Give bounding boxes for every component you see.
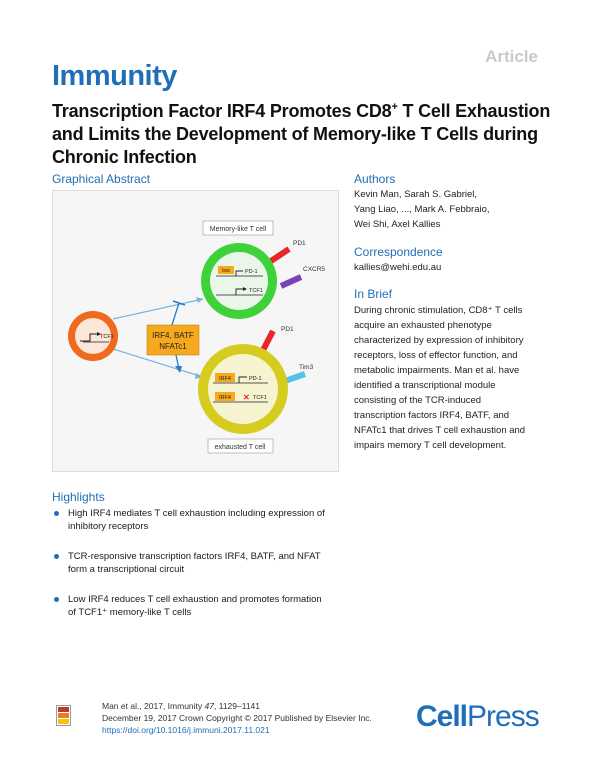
citation-volume: 47 — [204, 701, 214, 711]
highlight-item — [52, 550, 352, 576]
in-brief-line: consisting of the TCR-induced — [354, 395, 482, 406]
memory-low-label: low — [222, 268, 230, 274]
highlight-line: High IRF4 mediates T cell exhaustion including expression of — [68, 508, 325, 519]
cellpress-cell: Cell — [416, 700, 468, 733]
in-brief-line: NFATc1 that drives T cell exhaustion and — [354, 425, 526, 436]
citation-line — [102, 700, 372, 712]
doi-link[interactable]: https://doi.org/10.1016/j.immuni.2017.11.021 — [102, 725, 270, 735]
arrowhead-to-memory — [196, 297, 203, 303]
correspondence-email[interactable]: kallies@wehi.edu.au — [354, 262, 442, 273]
receptor-pd1-exhausted-label: PD1 — [281, 326, 294, 333]
in-brief-line: During chronic stimulation, CD8⁺ T cells — [354, 305, 523, 316]
tf-module-line1: IRF4, BATF — [152, 331, 194, 340]
bullet-icon — [54, 597, 59, 602]
in-brief-heading: In Brief — [354, 287, 393, 301]
correspondence-heading: Correspondence — [354, 245, 443, 259]
elsevier-logo-icon — [56, 705, 71, 726]
tf-module-line2: NFATc1 — [159, 342, 187, 351]
in-brief-line: identified a transcriptional module — [354, 380, 496, 391]
citation-authors: Man et al., 2017, Immunity — [102, 701, 205, 711]
in-brief-line: receptors, loss of effector function, and — [354, 350, 518, 361]
in-brief-line: characterized by expression of inhibitory — [354, 335, 524, 346]
authors-line: Kevin Man, Sarah S. Gabriel, — [354, 189, 478, 200]
in-brief-line: transcription factors IRF4, BATF, and — [354, 410, 510, 421]
repression-cross-icon: ✕ — [243, 393, 250, 402]
exhausted-cell-nucleus — [208, 354, 278, 424]
memory-gene1-label: PD-1 — [245, 269, 258, 275]
exhausted-gene2-label: TCF1 — [253, 395, 267, 401]
copyright-line: December 19, 2017 Crown Copyright © 2017 Published by Elsevier Inc. — [102, 713, 372, 723]
graphical-abstract-figure — [52, 190, 339, 472]
exhausted-tf2-label: IRF4 — [219, 395, 231, 401]
highlight-line: inhibitory receptors — [68, 521, 149, 532]
in-brief-text — [354, 303, 564, 453]
receptor-pd1-memory-label: PD1 — [293, 240, 306, 247]
receptor-cxcr5-label: CXCR5 — [303, 266, 326, 273]
cellpress-press: Press — [467, 700, 539, 733]
exhausted-gene1-label: PD-1 — [249, 376, 262, 382]
logo-band-yellow — [58, 719, 69, 724]
highlight-item — [52, 507, 352, 533]
inhibition-line — [171, 303, 179, 328]
graphical-abstract-diagram — [53, 191, 338, 471]
highlight-item — [52, 593, 352, 619]
receptor-tim3-label: Tim3 — [299, 364, 314, 371]
highlight-line: Low IRF4 reduces T cell exhaustion and promotes formation — [68, 594, 322, 605]
in-brief-line: impairs memory T cell development. — [354, 440, 507, 451]
title-superscript: + — [391, 101, 398, 113]
receptor-cxcr5 — [281, 277, 301, 286]
highlights-list — [52, 507, 352, 636]
cellpress-logo — [416, 700, 539, 734]
authors-line: Yang Liao, ..., Mark A. Febbraio, — [354, 204, 490, 215]
authors-list — [354, 187, 554, 232]
highlight-line: of TCF1⁺ memory-like T cells — [68, 607, 192, 618]
authors-heading: Authors — [354, 172, 396, 186]
title-part-2: T Cell Exhaustion and Limits the Development of Memory-like T Cells during Chronic Infection — [52, 101, 551, 167]
receptor-tim3 — [285, 374, 305, 381]
receptor-pd1-memory — [271, 249, 289, 261]
memory-cell-nucleus — [210, 252, 268, 310]
bullet-icon — [54, 511, 59, 516]
logo-band-orange — [58, 713, 69, 718]
title-part-1: Transcription Factor IRF4 Promotes CD8 — [52, 101, 392, 121]
highlights-heading: Highlights — [52, 490, 105, 504]
memory-gene2-label: TCF1 — [249, 288, 263, 294]
memory-cell-label: Memory-like T cell — [209, 226, 267, 233]
logo-band-red — [58, 707, 69, 712]
exhausted-tf1-label: IRF4 — [219, 376, 231, 382]
graphical-abstract-heading: Graphical Abstract — [52, 172, 151, 186]
article-type-label: Article — [485, 47, 538, 66]
article-title — [52, 96, 552, 169]
promote-arrowhead — [175, 366, 182, 373]
exhausted-cell-label: exhausted T cell — [214, 444, 266, 451]
arrow-to-memory — [113, 299, 203, 319]
naive-gene-label: TCF1 — [100, 334, 114, 340]
in-brief-line: acquire an exhausted phenotype — [354, 320, 492, 331]
highlight-line: form a transcriptional circuit — [68, 564, 185, 575]
authors-line: Wei Shi, Axel Kallies — [354, 219, 441, 230]
citation-pages: , 1129–1141 — [214, 701, 261, 711]
journal-name: Immunity — [52, 60, 177, 92]
highlight-line: TCR-responsive transcription factors IRF4, BATF, and NFAT — [68, 551, 321, 562]
citation-footer — [102, 700, 372, 736]
bullet-icon — [54, 554, 59, 559]
in-brief-line: metabolic impairments. Man et al. have — [354, 365, 520, 376]
